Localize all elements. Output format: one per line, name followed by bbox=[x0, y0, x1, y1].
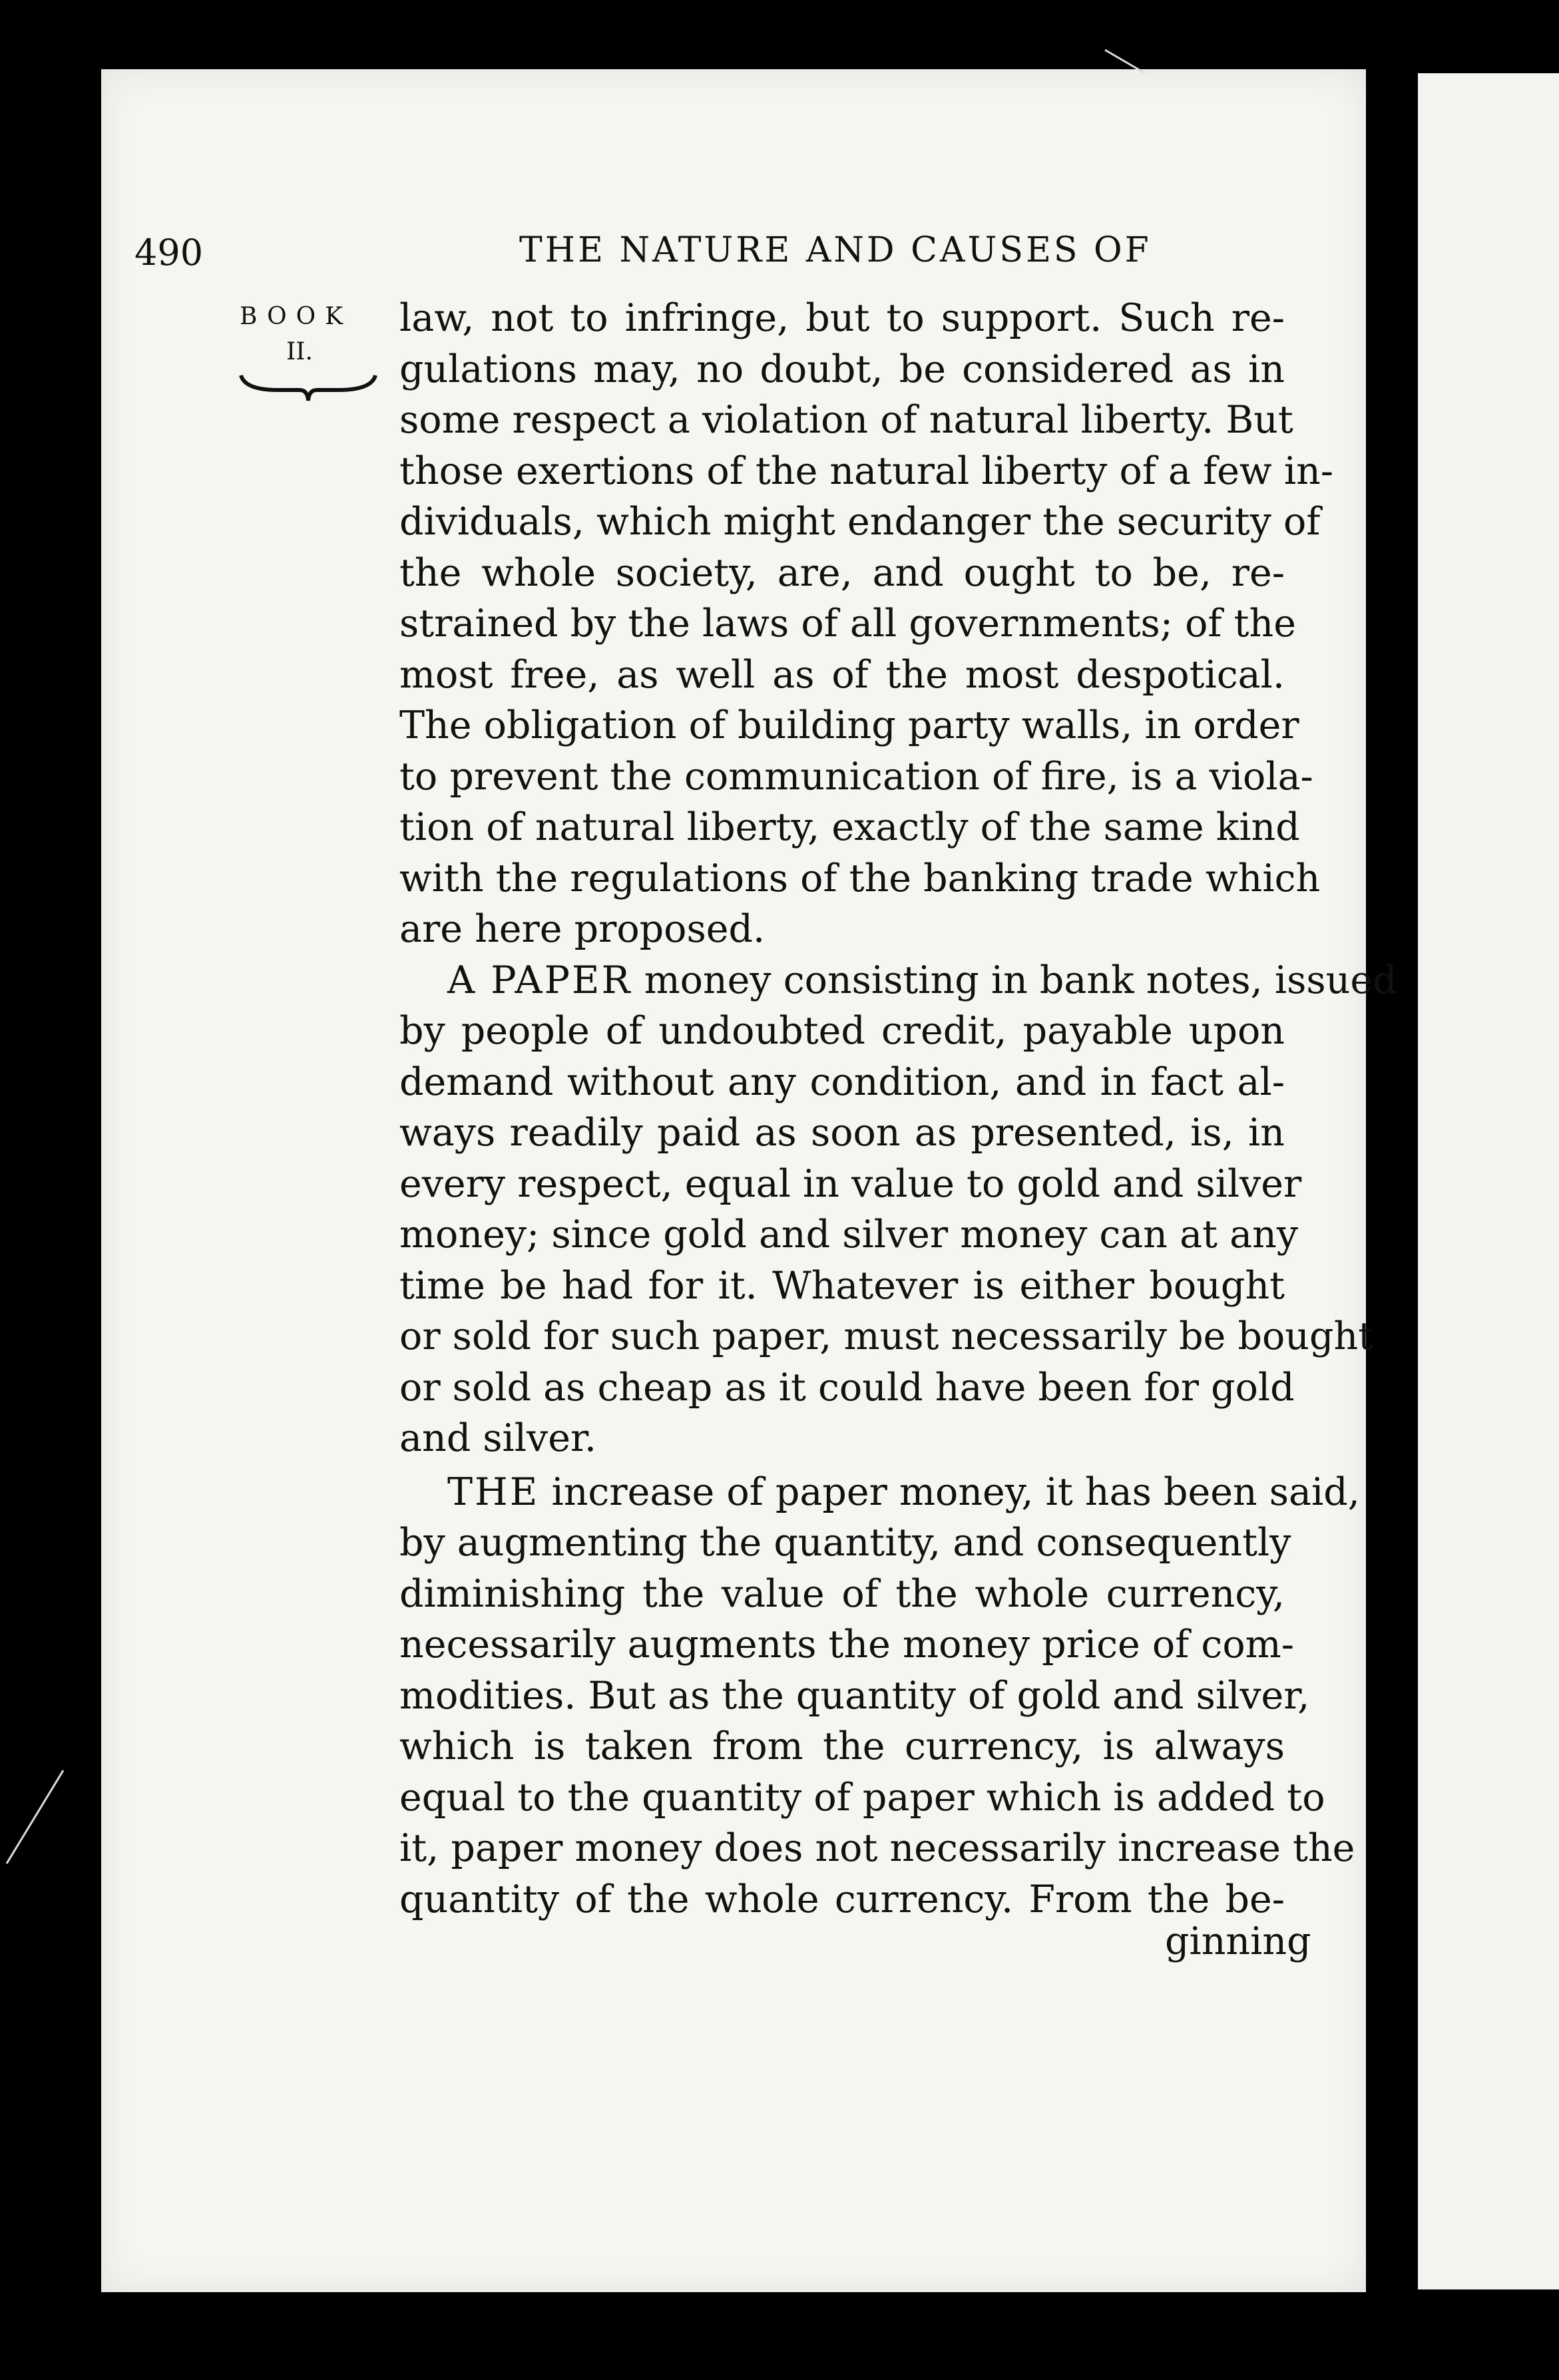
text-line: tion of natural liberty, exactly of the same kind bbox=[399, 805, 1300, 849]
text-line: which is taken from the currency, is always bbox=[399, 1724, 1285, 1768]
text-line: the whole society, are, and ought to be, re- bbox=[399, 550, 1285, 595]
running-head: THE NATURE AND CAUSES OF bbox=[519, 230, 1152, 270]
text-line: or sold as cheap as it could have been for gold bbox=[399, 1365, 1295, 1410]
paragraph-lead: THE bbox=[447, 1470, 540, 1514]
text-line: by people of undoubted credit, payable upon bbox=[399, 1009, 1285, 1053]
margin-book-label: BOOK bbox=[240, 303, 353, 330]
text-line: A PAPER money consisting in bank notes, issued bbox=[447, 958, 1397, 1002]
text-line: every respect, equal in value to gold and silver bbox=[399, 1161, 1302, 1206]
text-line: demand without any condition, and in fact al- bbox=[399, 1060, 1285, 1104]
text-line: modities. But as the quantity of gold and silver, bbox=[399, 1673, 1310, 1718]
catchword: ginning bbox=[1165, 1919, 1311, 1963]
text-line: those exertions of the natural liberty of a few in- bbox=[399, 449, 1334, 493]
text-line: to prevent the communication of fire, is a viola- bbox=[399, 754, 1313, 799]
text-line: with the regulations of the banking trade which bbox=[399, 856, 1321, 900]
margin-book-number: II. bbox=[286, 338, 313, 365]
text-line: by augmenting the quantity, and consequently bbox=[399, 1521, 1291, 1565]
text-line: strained by the laws of all governments; of the bbox=[399, 602, 1296, 646]
text-line: some respect a violation of natural liberty. But bbox=[399, 398, 1293, 442]
text-line: most free, as well as of the most despotical. bbox=[399, 652, 1285, 697]
text-line: or sold for such paper, must necessarily be bought bbox=[399, 1314, 1374, 1358]
text-line: and silver. bbox=[399, 1416, 597, 1460]
text-line: diminishing the value of the whole currency, bbox=[399, 1571, 1285, 1616]
text-line: quantity of the whole currency. From the be- bbox=[399, 1877, 1285, 1921]
text-line: law, not to infringe, but to support. Such re- bbox=[399, 296, 1285, 340]
text-line: time be had for it. Whatever is either bought bbox=[399, 1263, 1285, 1308]
text-line: are here proposed. bbox=[399, 907, 766, 951]
text-line: necessarily augments the money price of com- bbox=[399, 1623, 1294, 1667]
text-line: money; since gold and silver money can at any bbox=[399, 1213, 1299, 1257]
text-line: it, paper money does not necessarily increase the bbox=[399, 1826, 1355, 1870]
text-line: ways readily paid as soon as presented, is, in bbox=[399, 1111, 1285, 1155]
text-line: equal to the quantity of paper which is added to bbox=[399, 1775, 1325, 1820]
text-line: THE increase of paper money, it has been said, bbox=[447, 1470, 1360, 1514]
text-line: dividuals, which might endanger the security of bbox=[399, 500, 1321, 544]
text-line: gulations may, no doubt, be considered as in bbox=[399, 347, 1285, 391]
page-number: 490 bbox=[134, 232, 204, 274]
paragraph-lead: A PAPER bbox=[447, 958, 632, 1002]
text-line: The obligation of building party walls, in order bbox=[399, 703, 1299, 747]
